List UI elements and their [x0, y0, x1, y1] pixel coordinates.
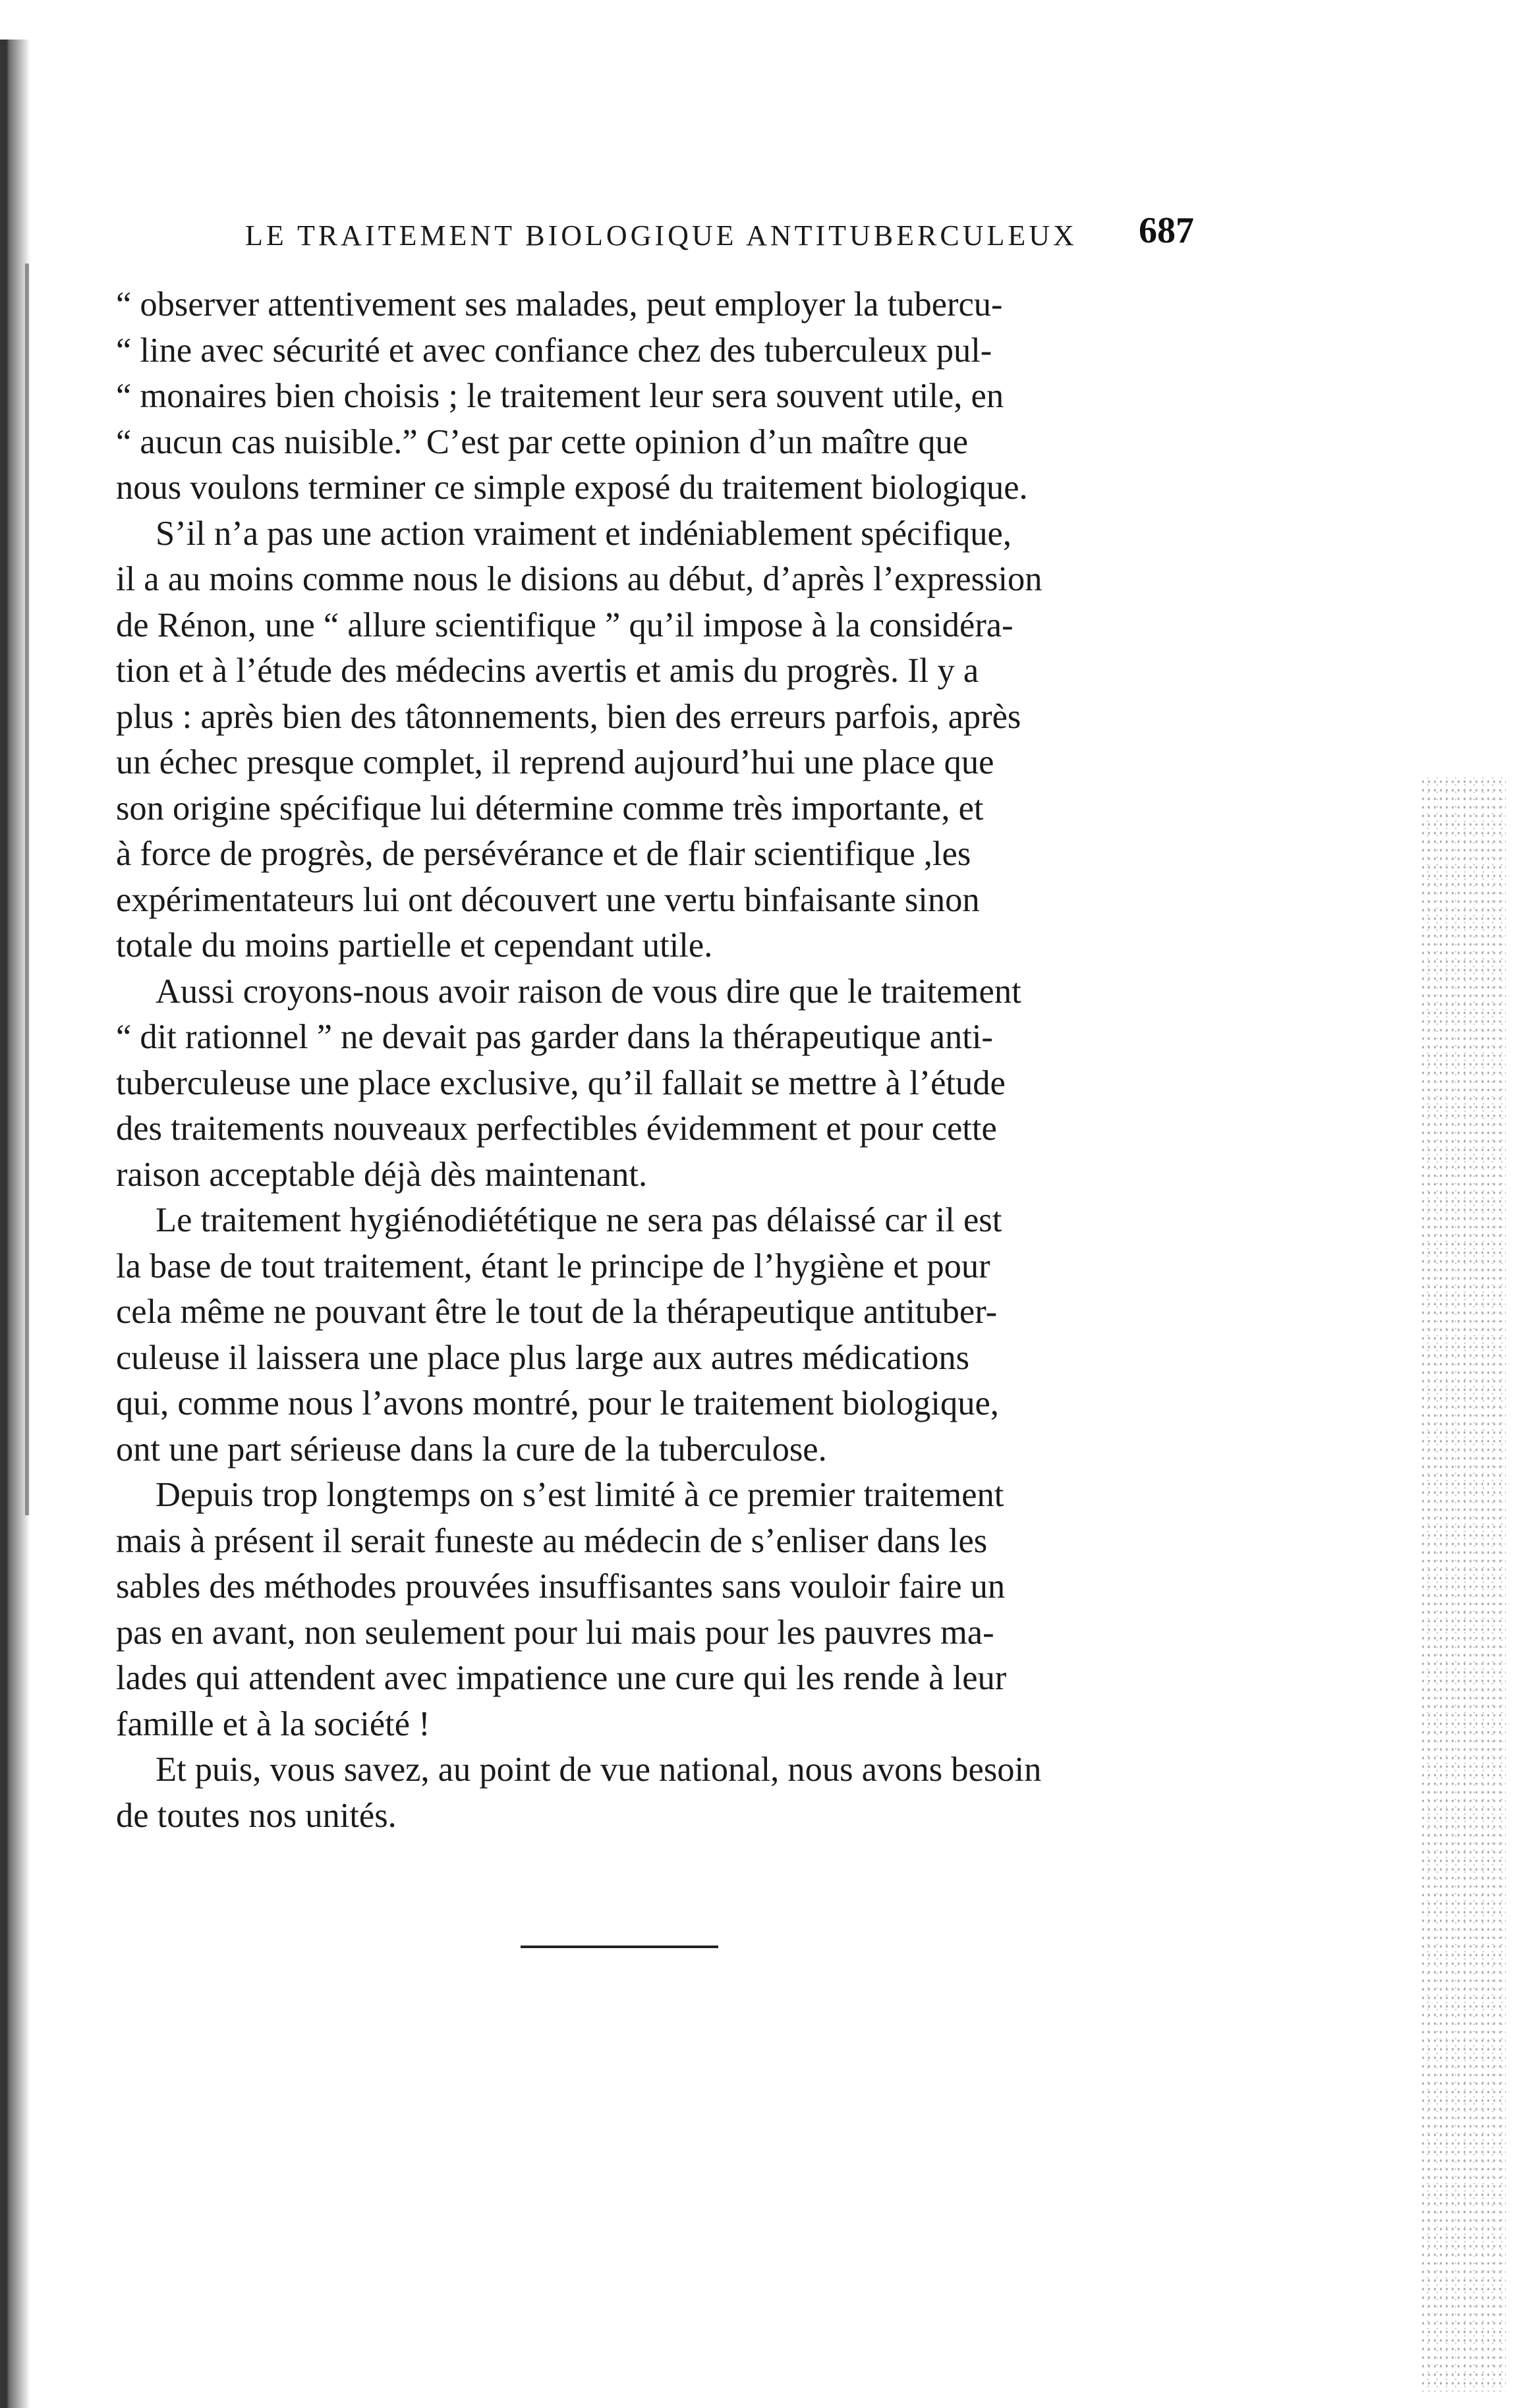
paragraph-2: S’il n’a pas une action vraiment et indéniablement spécifique, il a au moins comme nous le disions au début, d’après l’expression de Rénon, une “ allure scientifique ” qu’il impose à la considéra- tion et à l’étude des médecins avertis et amis du progrès. Il y a plus : après bien des tâtonnements, bien des erreurs parfois, après un échec presque complet, il reprend aujourd’hui une place que son origine spécifique lui détermine comme très importante, et à force de progrès, de persévérance et de flair scientifique ,les expérimentateurs lui ont découvert une vertu binfaisante sinon totale du moins partielle et cependant utile.: [116, 514, 1042, 965]
scan-edge-left-inner: [25, 264, 29, 1515]
paragraph-6: Et puis, vous savez, au point de vue national, nous avons besoin de toutes nos unités.: [116, 1750, 1042, 1835]
body-text: [116, 282, 1185, 1839]
page-header: [245, 210, 1194, 256]
paragraph-1: “ observer attentivement ses malades, peut employer la tubercu- “ line avec sécurité et avec confiance chez des tuberculeux pul- “ monaires bien choisis ; le traitement leur sera souvent utile, en “ aucun cas nuisible.” C’est par cette opinion d’un maître que nous voulons terminer ce simple exposé du traitement biologique.: [116, 285, 1028, 507]
end-rule: [521, 1946, 718, 1948]
running-head: LE TRAITEMENT BIOLOGIQUE ANTITUBERCULEUX: [245, 219, 1077, 252]
page-number: 687: [1139, 210, 1194, 251]
paragraph-4: Le traitement hygiénodiététique ne sera pas délaissé car il est la base de tout traitement, étant le principe de l’hygiène et pour cela même ne pouvant être le tout de la thérapeutique antituber- culeuse il laissera une place plus large aux autres médications qui, comme nous l’avons montré, pour le traitement biologique, ont une part sérieuse dans la cure de la tuberculose.: [116, 1201, 1002, 1469]
scan-speckle-right: [1420, 777, 1506, 2392]
paragraph-3: Aussi croyons-nous avoir raison de vous dire que le traitement “ dit rationnel ” ne devait pas garder dans la thérapeutique anti- tuberculeuse une place exclusive, qu’il fallait se mettre à l’étude des traitements nouveaux perfectibles évidemment et pour cette raison acceptable déjà dès maintenant.: [116, 972, 1021, 1194]
paragraph-5: Depuis trop longtemps on s’est limité à ce premier traitement mais à présent il serait funeste au médecin de s’enliser dans les sables des méthodes prouvées insuffisantes sans vouloir faire un pas en avant, non seulement pour lui mais pour les pauvres ma- lades qui attendent avec impatience une cure qui les rende à leur famille et à la société !: [116, 1476, 1007, 1743]
